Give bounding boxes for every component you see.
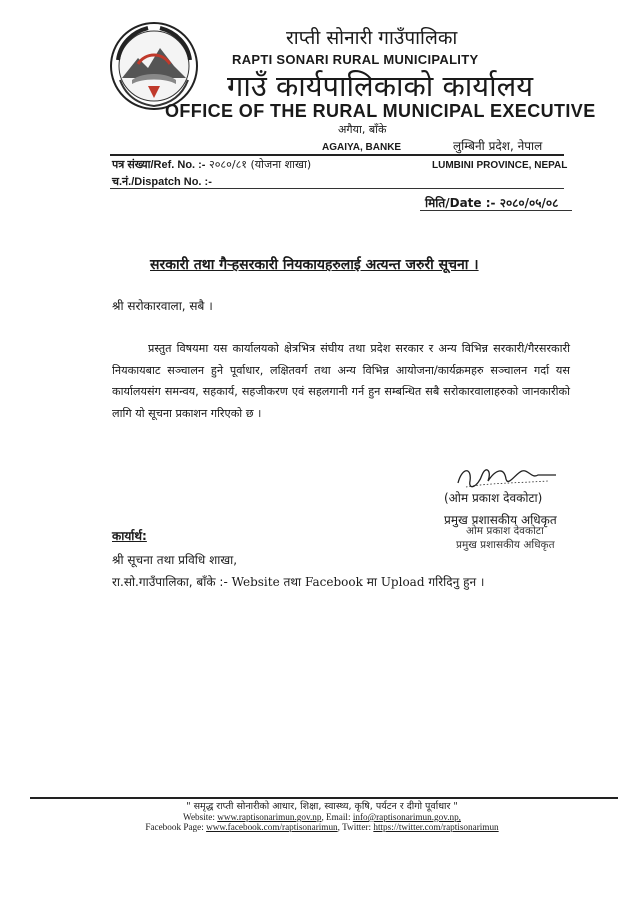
province-english: LUMBINI PROVINCE, NEPAL (432, 160, 568, 171)
stamp-name: ओम प्रकाश देवकोटा (466, 525, 544, 537)
website-link[interactable]: www.raptisonarimun.gov.np (217, 812, 322, 822)
facebook-link[interactable]: www.facebook.com/raptisonarimun (206, 822, 338, 832)
reference-value: २०८०/८१ (योजना शाखा) (208, 158, 312, 171)
cc-recipient-2 (112, 573, 484, 590)
location-english: AGAIYA, BANKE (322, 142, 402, 153)
salutation: श्री सरोकारवाला, सबै । (112, 299, 213, 313)
reference-label: पत्र संख्या/Ref. No. :- (112, 159, 206, 171)
letter-subject: सरकारी तथा गैर्‍हसरकारी नियकायहरुलाई अत्यन्त जरुरी सूचना । (150, 257, 479, 273)
facebook-label: Facebook Page: (145, 822, 204, 832)
cc2-upload: Upload (380, 575, 425, 589)
reference-divider (110, 188, 564, 189)
reference-number (112, 157, 311, 172)
website-label: Website: (183, 812, 215, 822)
cc2-suffix: गरिदिनु हुन । (428, 575, 485, 589)
letter-body: प्रस्तुत विषयमा यस कार्यालयको क्षेत्रभित्र संघीय तथा प्रदेश सरकार र अन्य विभिन्न सरकारी/गैरसरकारी नियकायबाट सञ्चालन हुने पूर्वाधार, लक्षितवर्ग तथा अन्य विभिन्न आयोजना/कार्यक्रमहरु सञ्चालन गर्दा यस कार्यालयसंग समन्वय, सहकार्य, सहजीकरण एवं सहलगानी गर्न हुन सम्बन्धित सबै सरोकारवालाहरुको जानकारीको लागि यो सूचना प्रकाशन गरिएको छ । (112, 342, 570, 420)
signatory-name: (ओम प्रकाश देवकोटा) (444, 491, 543, 505)
municipality-name-nepali: राप्ती सोनारी गाउँपालिका (286, 27, 458, 49)
twitter-label: , Twitter: (337, 822, 372, 832)
dispatch-number (112, 174, 212, 189)
province-nepali: लुम्बिनी प्रदेश, नेपाल (453, 139, 543, 153)
email-label: , Email: (321, 812, 351, 822)
cc2-mid2: मा (366, 575, 377, 589)
email-link[interactable]: info@raptisonarimun.gov.np, (352, 812, 461, 822)
cc2-website: Website (231, 575, 280, 589)
cc2-prefix: रा.सो.गाउँपालिका, बाँके :- (112, 575, 228, 589)
cc-heading: कार्यार्थ: (112, 529, 147, 543)
date-underline (420, 210, 572, 211)
office-name-english: OFFICE OF THE RURAL MUNICIPAL EXECUTIVE (165, 101, 596, 121)
stamp-title: प्रमुख प्रशासकीय अधिकृत (456, 539, 555, 551)
municipality-name-english: RAPTI SONARI RURAL MUNICIPALITY (232, 52, 479, 67)
cc2-facebook: Facebook (304, 575, 363, 589)
signatory-title: प्रमुख प्रशासकीय अधिकृत (444, 513, 557, 527)
header-divider (110, 154, 564, 156)
cc-recipient-1: श्री सूचना तथा प्रविधि शाखा, (112, 553, 238, 567)
footer-contact-line-1 (0, 812, 644, 822)
letter-date (425, 194, 558, 211)
twitter-link[interactable]: https://twitter.com/raptisonarimun (373, 822, 499, 832)
date-value: २०८०/०५/०८ (499, 196, 559, 210)
footer-contact-line-2 (0, 822, 644, 832)
government-emblem-logo (108, 20, 200, 112)
dispatch-label: च.नं./Dispatch No. :- (112, 176, 212, 188)
signatory-stamp (456, 524, 555, 552)
cc2-mid: तथा (283, 575, 302, 589)
footer-slogan: " समृद्ध राप्ती सोनारीको आधार, शिक्षा, स्वास्थ्य, कृषि, पर्यटन र दीगो पूर्वाधार " (186, 801, 458, 812)
location-nepali: अगैया, बाँके (338, 123, 387, 136)
date-label: मिति/Date :- (425, 196, 496, 210)
office-name-nepali: गाउँ कार्यपालिकाको कार्यालय (227, 69, 534, 103)
